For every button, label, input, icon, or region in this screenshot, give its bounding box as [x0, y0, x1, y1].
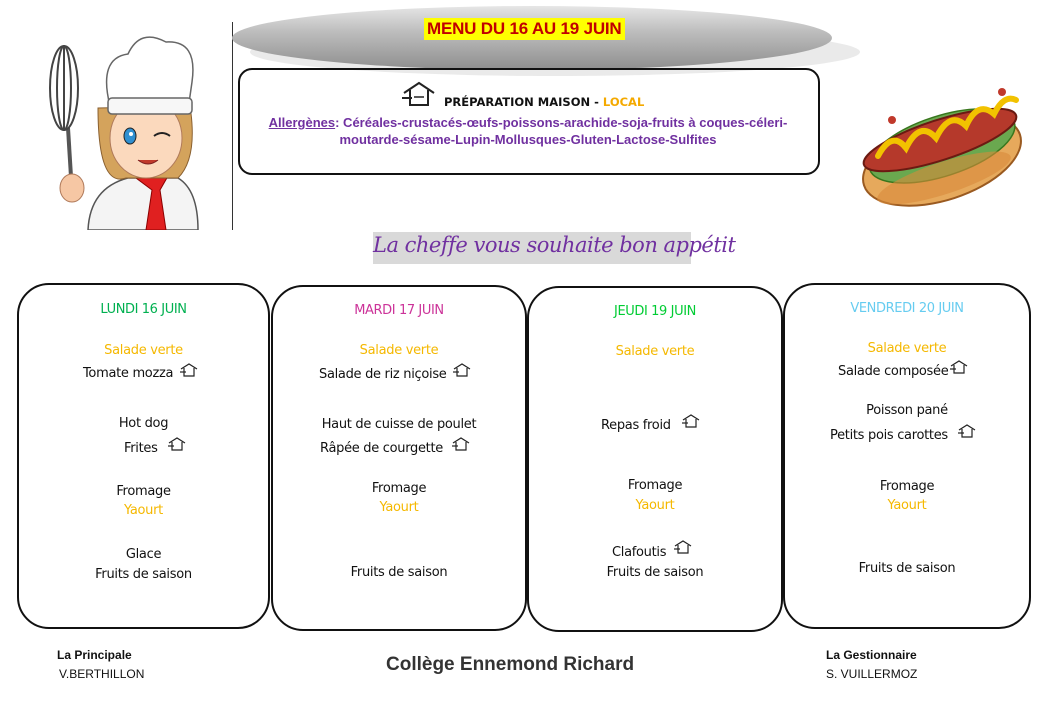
menu-item: Tomate mozza — [83, 366, 174, 381]
principal-name: V.BERTHILLON — [59, 667, 145, 681]
menu-item: Clafoutis — [612, 545, 667, 560]
menu-item: Fromage — [371, 481, 427, 496]
day-title-friday: VENDREDI 20 JUIN — [850, 301, 964, 316]
preparation-label: PRÉPARATION MAISON - — [444, 95, 599, 109]
preparation-legend — [444, 95, 644, 109]
menu-item: Salade verte — [104, 343, 183, 358]
menu-item: Salade verte — [867, 341, 947, 356]
house-icon — [453, 363, 471, 377]
house-icon — [958, 424, 976, 438]
menu-item: Yaourt — [124, 503, 163, 518]
menu-item: Repas froid — [601, 418, 671, 433]
menu-item: Salade verte — [615, 344, 695, 359]
menu-item: Yaourt — [887, 498, 927, 513]
hotdog-illustration — [852, 60, 1030, 210]
day-card-thursday — [527, 286, 783, 632]
house-icon — [950, 360, 968, 374]
allergens-line-2: moutarde-sésame-Lupin-Mollusques-Gluten-Lactose-Sulfites — [339, 132, 717, 147]
menu-item: Fruits de saison — [350, 565, 448, 580]
local-label: LOCAL — [602, 95, 645, 109]
menu-item: Salade verte — [359, 343, 439, 358]
day-title-monday: LUNDI 16 JUIN — [100, 302, 187, 317]
menu-item: Fruits de saison — [95, 567, 192, 582]
menu-item: Frites — [124, 441, 158, 456]
menu-item: Poisson pané — [866, 403, 948, 418]
house-icon — [168, 437, 186, 451]
menu-item: Fruits de saison — [858, 561, 956, 576]
menu-item: Râpée de courgette — [320, 441, 443, 456]
menu-item: Fromage — [116, 484, 171, 499]
allergens-label: Allergènes — [268, 115, 336, 130]
banner-text: La cheffe vous souhaite bon appétit — [373, 233, 736, 257]
allergens-text-1: : Céréales-crustacés-œufs-poissons-arachide-soja-fruits à coques-céleri- — [335, 115, 788, 130]
menu-item: Petits pois carottes — [830, 428, 948, 443]
day-card-friday — [783, 283, 1031, 629]
menu-item: Hot dog — [118, 416, 169, 431]
menu-title: MENU DU 16 AU 19 JUIN — [424, 18, 625, 40]
school-name: Collège Ennemond Richard — [386, 654, 635, 675]
divider-line — [232, 22, 233, 230]
menu-item: Fruits de saison — [606, 565, 704, 580]
menu-item: Yaourt — [379, 500, 419, 515]
house-icon — [452, 437, 470, 451]
house-icon — [674, 540, 692, 554]
manager-role: La Gestionnaire — [826, 648, 917, 662]
menu-item: Yaourt — [635, 498, 675, 513]
house-icon — [402, 81, 436, 107]
menu-item: Salade de riz niçoise — [319, 367, 447, 382]
chef-illustration — [28, 18, 233, 230]
day-title-thursday: JEUDI 19 JUIN — [614, 304, 696, 319]
allergens-line-1 — [240, 115, 816, 130]
menu-item: Haut de cuisse de poulet — [321, 417, 477, 432]
manager-name: S. VUILLERMOZ — [826, 667, 918, 681]
day-title-tuesday: MARDI 17 JUIN — [354, 303, 444, 318]
house-icon — [180, 363, 198, 377]
menu-item: Fromage — [627, 478, 683, 493]
house-icon — [682, 414, 700, 428]
principal-role: La Principale — [57, 648, 132, 662]
menu-item: Glace — [125, 547, 162, 562]
menu-item: Salade composée — [838, 364, 949, 379]
menu-item: Fromage — [879, 479, 935, 494]
